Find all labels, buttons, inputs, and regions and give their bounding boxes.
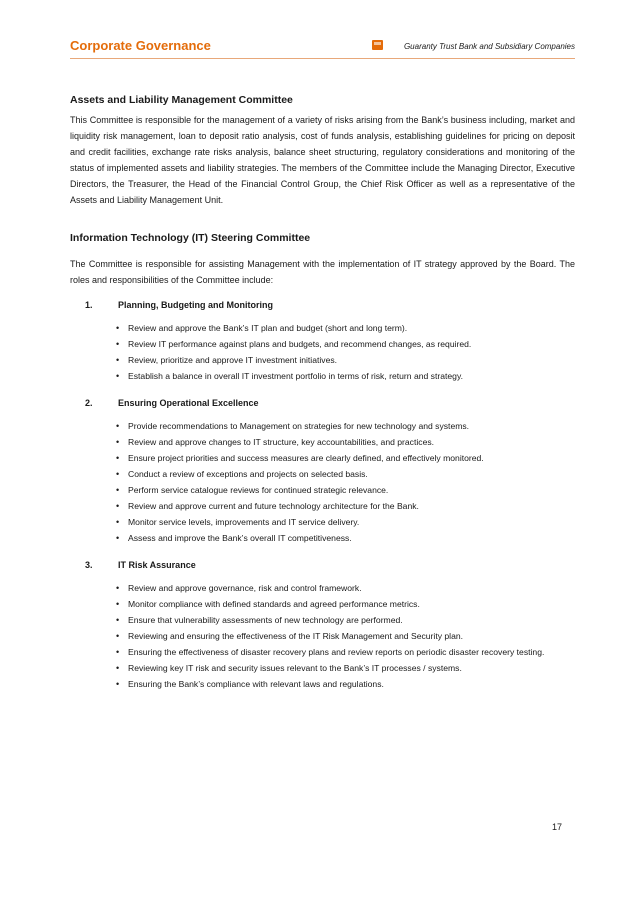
numbered-item	[70, 560, 575, 570]
list-item: • Ensuring the Bank’s compliance with relevant laws and regulations.	[118, 676, 575, 692]
list-item: • Provide recommendations to Management on strategies for new technology and systems.	[118, 418, 575, 434]
list-item: • Establish a balance in overall IT investment portfolio in terms of risk, return and strategy.	[118, 368, 575, 384]
section-it-steering	[70, 232, 575, 692]
header-title: Corporate Governance	[70, 38, 211, 53]
section-heading-alm: Assets and Liability Management Committee	[70, 94, 293, 106]
list-item: • Reviewing key IT risk and security issues relevant to the Bank’s IT processes / systems.	[118, 660, 575, 676]
gtbank-logo-icon	[372, 40, 383, 50]
page-number: 17	[552, 822, 563, 832]
bullet-list	[70, 418, 575, 546]
list-item: • Review IT performance against plans and budgets, and recommend changes, as required.	[118, 336, 575, 352]
bullet-list	[70, 320, 575, 384]
numbered-item	[70, 300, 575, 310]
list-item: • Review and approve changes to IT structure, key accountabilities, and practices.	[118, 434, 575, 450]
list-item: • Review, prioritize and approve IT investment initiatives.	[118, 352, 575, 368]
list-item: • Ensure that vulnerability assessments of new technology are performed.	[118, 612, 575, 628]
list-item: • Reviewing and ensuring the effectiveness of the IT Risk Management and Security plan.	[118, 628, 575, 644]
list-item: • Review and approve current and future technology architecture for the Bank.	[118, 498, 575, 514]
item-number: 3.	[85, 560, 93, 570]
list-item: • Review and approve the Bank’s IT plan and budget (short and long term).	[118, 320, 575, 336]
section-paragraph-it: The Committee is responsible for assisting Management with the implementation of IT strategy approved by the Board. The roles and responsibilities of the Committee include:	[70, 259, 575, 285]
item-title: Planning, Budgeting and Monitoring	[118, 300, 273, 310]
page-content	[70, 94, 575, 692]
list-item: • Review and approve governance, risk and control framework.	[118, 580, 575, 596]
bullet-list	[70, 580, 575, 692]
item-number: 1.	[85, 300, 93, 310]
list-item: • Ensuring the effectiveness of disaster recovery plans and review reports on periodic disaster recovery testing.	[118, 644, 575, 660]
list-item: • Monitor compliance with defined standards and agreed performance metrics.	[118, 596, 575, 612]
numbered-item	[70, 398, 575, 408]
section-paragraph-alm: This Committee is responsible for the management of a variety of risks arising from the Bank’s business including, market and liquidity risk management, loan to deposit ratio analysis, cost of funds analysis, establishing guidelines for pricing on deposit and credit facilities, exchange rate risks analysis, balance sheet structuring, regulatory considerations and monitoring of the status of implemented assets and liability strategies. The members of the Committee include the Managing Director, Executive Directors, the Treasurer, the Head of the Financial Control Group, the Chief Risk Officer as well as a representative of the Assets and Liability Management Unit.	[70, 115, 575, 205]
header-company-name: Guaranty Trust Bank and Subsidiary Companies	[403, 42, 575, 51]
item-number: 2.	[85, 398, 93, 408]
list-item: • Monitor service levels, improvements and IT service delivery.	[118, 514, 575, 530]
page-header	[70, 36, 575, 59]
list-item: • Ensure project priorities and success measures are clearly defined, and effectively monitored.	[118, 450, 575, 466]
section-heading-it: Information Technology (IT) Steering Committee	[70, 232, 311, 244]
list-item: • Perform service catalogue reviews for continued strategic relevance.	[118, 482, 575, 498]
list-item: • Assess and improve the Bank’s overall IT competitiveness.	[118, 530, 575, 546]
list-item: • Conduct a review of exceptions and projects on selected basis.	[118, 466, 575, 482]
item-title: IT Risk Assurance	[118, 560, 196, 570]
item-title: Ensuring Operational Excellence	[118, 398, 259, 408]
